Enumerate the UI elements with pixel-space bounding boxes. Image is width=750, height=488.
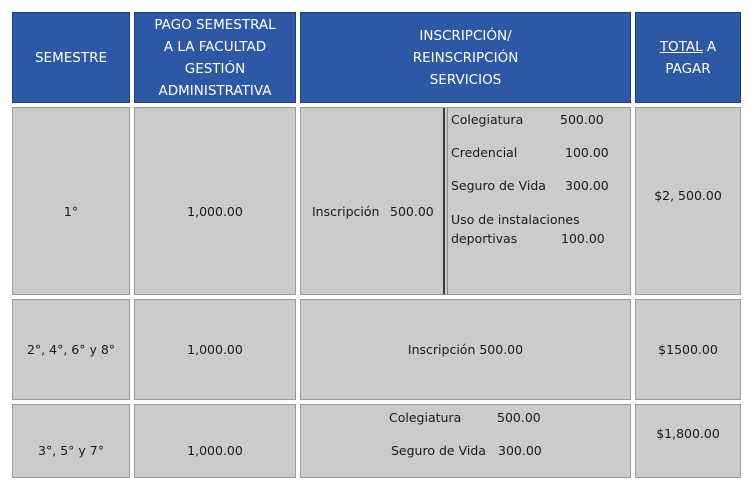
row1-serv-colegiatura-value: 500.00 [560, 112, 604, 127]
header-pago-line-3: GESTIÓN [184, 60, 246, 77]
header-total-rest: A [702, 38, 717, 55]
row3-pago [134, 404, 296, 478]
row2-pago-value: 1,000.00 [187, 342, 243, 357]
header-total-line-2: PAGAR [665, 60, 711, 77]
row3-pago-value: 1,000.00 [187, 443, 243, 458]
row1-pago [134, 107, 296, 295]
row2-semestre [12, 299, 130, 400]
row1-serv-colegiatura-label: Colegiatura [451, 112, 524, 127]
row3-serv-seguro-label: Seguro de Vida [391, 443, 486, 458]
row1-serv-uso-label: Uso de instalaciones [451, 212, 580, 227]
header-pago-line-4: ADMINISTRATIVA [158, 82, 272, 99]
row2-pago [134, 299, 296, 400]
row3-serv-seguro-value: 300.00 [498, 443, 542, 458]
row1-inscripcion-value: 500.00 [390, 204, 434, 219]
row3-semestre [12, 404, 130, 478]
row2-total-value: $1500.00 [658, 342, 718, 357]
row2-inscripcion [300, 299, 631, 400]
row3-servicios-cell [300, 404, 631, 478]
row3-semestre-value: 3°, 5° y 7° [38, 443, 104, 458]
row2-inscripcion-value: Inscripción 500.00 [407, 342, 524, 357]
row1-serv-credencial-value: 100.00 [565, 145, 609, 160]
row3-total-value: $1,800.00 [656, 426, 720, 441]
header-inscripcion-line-1: INSCRIPCIÓN/ [419, 27, 512, 44]
row1-serv-credencial-label: Credencial [451, 145, 518, 160]
row1-serv-seguro-value: 300.00 [565, 178, 609, 193]
row1-semestre [12, 107, 130, 295]
row1-inscripcion-cell [300, 107, 631, 295]
row2-semestre-value: 2°, 4°, 6° y 8° [26, 342, 116, 357]
header-inscripcion-line-2: REINSCRIPCIÓN [412, 49, 519, 66]
row1-semestre-value: 1° [63, 203, 79, 219]
header-pago-line-1: PAGO SEMESTRAL [154, 16, 276, 33]
header-total [635, 12, 741, 103]
row3-serv-colegiatura-label: Colegiatura [389, 410, 462, 425]
header-inscripcion-line-3: SERVICIOS [429, 71, 502, 88]
row1-total [635, 107, 741, 295]
row1-total-value: $2, 500.00 [654, 188, 722, 203]
row3-total [635, 404, 741, 478]
row1-inner-divider-2 [447, 108, 448, 294]
header-pago-line-2: A LA FACULTAD [163, 38, 267, 55]
header-inscripcion [300, 12, 631, 103]
row3-serv-colegiatura-value: 500.00 [497, 410, 541, 425]
row1-serv-uso-label-2: deportivas [451, 231, 518, 246]
row2-total [635, 299, 741, 400]
header-pago-semestral [134, 12, 296, 103]
row1-serv-seguro-label: Seguro de Vida [451, 178, 546, 193]
row1-inscripcion-label: Inscripción [312, 204, 380, 219]
row1-serv-uso-value: 100.00 [561, 231, 605, 246]
header-semestre-label: SEMESTRE [34, 49, 107, 66]
row1-inner-divider [443, 108, 445, 294]
row1-pago-value: 1,000.00 [187, 203, 243, 219]
header-semestre [12, 12, 130, 103]
header-total-underlined: TOTAL [659, 38, 703, 55]
